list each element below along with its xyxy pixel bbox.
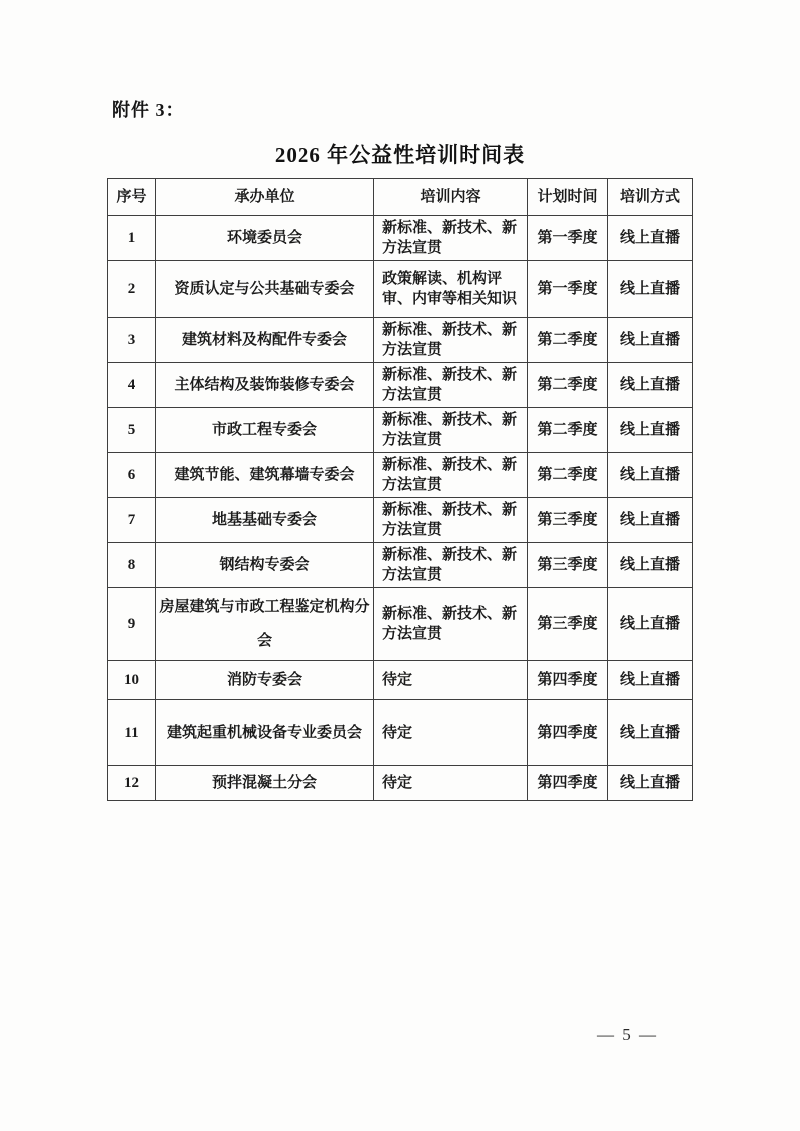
- cell-organizer: 建筑材料及构配件专委会: [156, 318, 374, 363]
- cell-content: 新标准、新技术、新方法宣贯: [374, 498, 528, 543]
- cell-method: 线上直播: [608, 498, 693, 543]
- cell-organizer: 建筑节能、建筑幕墙专委会: [156, 453, 374, 498]
- cell-time: 第四季度: [528, 661, 608, 700]
- cell-time: 第一季度: [528, 261, 608, 318]
- cell-method: 线上直播: [608, 766, 693, 801]
- table-row: [108, 363, 693, 408]
- cell-no: 11: [108, 700, 156, 766]
- cell-no: 10: [108, 661, 156, 700]
- table-row: [108, 408, 693, 453]
- cell-time: 第一季度: [528, 216, 608, 261]
- cell-content: 新标准、新技术、新方法宣贯: [374, 543, 528, 588]
- cell-method: 线上直播: [608, 363, 693, 408]
- table-row: [108, 543, 693, 588]
- cell-organizer: 建筑起重机械设备专业委员会: [156, 700, 374, 766]
- cell-method: 线上直播: [608, 216, 693, 261]
- cell-time: 第四季度: [528, 766, 608, 801]
- cell-method: 线上直播: [608, 408, 693, 453]
- col-header-time: 计划时间: [528, 179, 608, 216]
- cell-method: 线上直播: [608, 700, 693, 766]
- cell-organizer: 资质认定与公共基础专委会: [156, 261, 374, 318]
- training-schedule-table: [107, 178, 693, 801]
- table-row: [108, 766, 693, 801]
- cell-no: 8: [108, 543, 156, 588]
- page-number: — 5 —: [597, 1025, 658, 1044]
- cell-method: 线上直播: [608, 588, 693, 661]
- table-row: [108, 453, 693, 498]
- cell-method: 线上直播: [608, 543, 693, 588]
- cell-organizer: 房屋建筑与市政工程鉴定机构分会: [156, 588, 374, 661]
- col-header-organizer: 承办单位: [156, 179, 374, 216]
- cell-method: 线上直播: [608, 661, 693, 700]
- cell-organizer: 环境委员会: [156, 216, 374, 261]
- table-row: [108, 588, 693, 661]
- cell-no: 12: [108, 766, 156, 801]
- cell-no: 9: [108, 588, 156, 661]
- col-header-content: 培训内容: [374, 179, 528, 216]
- table-header-row: [108, 179, 693, 216]
- table-row: [108, 498, 693, 543]
- table-row: [108, 661, 693, 700]
- cell-content: 新标准、新技术、新方法宣贯: [374, 588, 528, 661]
- cell-time: 第三季度: [528, 498, 608, 543]
- cell-organizer: 消防专委会: [156, 661, 374, 700]
- cell-organizer: 钢结构专委会: [156, 543, 374, 588]
- cell-content: 新标准、新技术、新方法宣贯: [374, 363, 528, 408]
- cell-content: 新标准、新技术、新方法宣贯: [374, 216, 528, 261]
- cell-method: 线上直播: [608, 453, 693, 498]
- cell-time: 第二季度: [528, 408, 608, 453]
- cell-content: 政策解读、机构评审、内审等相关知识: [374, 261, 528, 318]
- cell-time: 第二季度: [528, 453, 608, 498]
- cell-content: 待定: [374, 766, 528, 801]
- cell-organizer: 预拌混凝土分会: [156, 766, 374, 801]
- cell-no: 1: [108, 216, 156, 261]
- page-title: 2026 年公益性培训时间表: [274, 143, 526, 167]
- col-header-method: 培训方式: [608, 179, 693, 216]
- cell-no: 4: [108, 363, 156, 408]
- cell-method: 线上直播: [608, 261, 693, 318]
- cell-content: 待定: [374, 700, 528, 766]
- cell-content: 新标准、新技术、新方法宣贯: [374, 453, 528, 498]
- cell-time: 第二季度: [528, 363, 608, 408]
- table-row: [108, 318, 693, 363]
- col-header-no: 序号: [108, 179, 156, 216]
- cell-organizer: 市政工程专委会: [156, 408, 374, 453]
- attachment-label: 附件 3：: [112, 100, 185, 120]
- cell-time: 第三季度: [528, 543, 608, 588]
- table-row: [108, 261, 693, 318]
- cell-no: 6: [108, 453, 156, 498]
- cell-time: 第二季度: [528, 318, 608, 363]
- cell-content: 新标准、新技术、新方法宣贯: [374, 408, 528, 453]
- cell-organizer: 地基基础专委会: [156, 498, 374, 543]
- cell-no: 7: [108, 498, 156, 543]
- cell-method: 线上直播: [608, 318, 693, 363]
- table-row: [108, 700, 693, 766]
- cell-content: 待定: [374, 661, 528, 700]
- cell-organizer: 主体结构及装饰装修专委会: [156, 363, 374, 408]
- cell-no: 3: [108, 318, 156, 363]
- cell-content: 新标准、新技术、新方法宣贯: [374, 318, 528, 363]
- cell-time: 第四季度: [528, 700, 608, 766]
- cell-no: 5: [108, 408, 156, 453]
- table-row: [108, 216, 693, 261]
- cell-time: 第三季度: [528, 588, 608, 661]
- cell-no: 2: [108, 261, 156, 318]
